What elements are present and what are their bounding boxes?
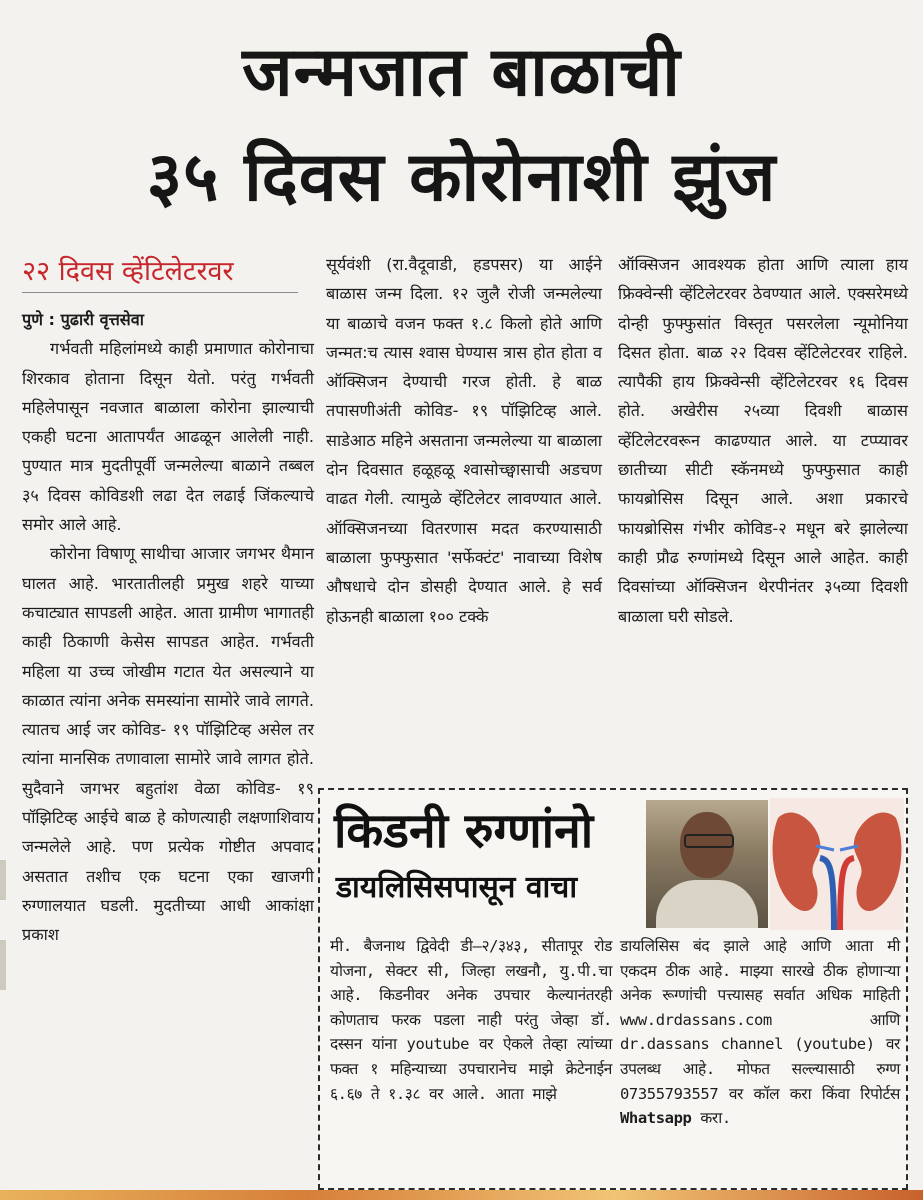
ad-testimonial: मी. बैजनाथ द्विवेदी डी–२/३४३, सीतापूर रोड योजना, सेक्टर सी, जिल्हा लखनौ, यु.पी.चा आहे. किडनीवर अनेक उपचार केल्यानंतरही कोणताच फरक पडला नाही परंतु जेव्हा डॉ. दस्सन यांना youtube वर ऐकले तेव्हा त्यांच्या फक्त १ महिन्याच्या उपचारानेच माझे क्रेटेनाईन ६.६७ ते १.३८ वर आले. आता माझे <box>330 937 612 1103</box>
article-byline: पुणे : पुढारी वृत्तसेवा <box>22 310 144 329</box>
article-column-2 <box>326 250 602 631</box>
article-column-1 <box>22 252 314 950</box>
whatsapp-label: Whatsapp <box>620 1109 692 1128</box>
headline-line-1: जन्मजात बाळाची <box>242 33 681 112</box>
article-paragraph: सूर्यवंशी (रा.वैदूवाडी, हडपसर) या आईने बाळास जन्म दिला. १२ जुलै रोजी जन्मलेल्या या बाळाचे वजन फक्त १.८ किलो होते आणि जन्मत:च त्यास श्वास घेण्यास त्रास होत होता व ऑक्सिजन देण्याची गरज होती. हे बाळ तपासणीअंती कोविड- १९ पॉझिटिव्ह आले. साडेआठ महिने असताना जन्मलेल्या या बाळाला दोन दिवसात हळूहळू श्वासोच्छ्वासाची अडचण वाढत गेली. त्यामुळे व्हेंटिलेटर लावण्यात आले. ऑक्सिजनच्या वितरणास मदत करण्यासाठी बाळाला फुफ्फुसात 'सर्फेक्टंट' नावाच्या विशेष औषधाचे दोन डोसही देण्यात आले. हे सर्व होऊनही बाळाला १०० टक्के <box>326 255 602 626</box>
ad-title: किडनी रुग्णांनो <box>334 803 594 859</box>
next-article-strip <box>0 1190 923 1200</box>
portrait-body-shape <box>656 880 758 928</box>
portrait-glasses-shape <box>684 834 734 848</box>
kidney-illustration <box>770 798 904 930</box>
page-edge-mark <box>0 860 6 900</box>
article-paragraph: ऑक्सिजन आवश्यक होता आणि त्याला हाय फ्रिक्वेन्सी व्हेंटिलेटरवर ठेवण्यात आले. एक्सरेमध्ये दोन्ही फुफ्फुसांत विस्तृत पसरलेला न्यूमोनिया दिसत होता. बाळ २२ दिवस व्हेंटिलेटरवर राहिले. त्यापैकी हाय फ्रिक्वेन्सी व्हेंटिलेटरवर १६ दिवस होते. अखेरीस २५व्या दिवशी बाळास व्हेंटिलेटरवरून काढण्यात आले. या टप्प्यावर छातीच्या सीटी स्कॅनमध्ये फुफ्फुसात काही फायब्रोसिस दिसून आले. अशा प्रकारचे फायब्रोसिस गंभीर कोविड-२ मधून बरे झालेल्या काही प्रौढ रुग्णांमध्ये दिसून आले आहेत. काही दिवसांच्या ऑक्सिजन थेरपीनंतर ३५व्या दिवशी बाळाला घरी सोडले. <box>618 255 908 626</box>
article-subhead: २२ दिवस व्हेंटिलेटरवर <box>22 252 298 293</box>
ad-contact-tail: करा. <box>700 1109 731 1128</box>
article-column-3 <box>618 250 908 631</box>
article-paragraph: कोरोना विषाणू साथीचा आजार जगभर थैमान घालत आहे. भारतातीलही प्रमुख शहरे याच्या कचाट्यात सापडली आहेत. आता ग्रामीण भागातही काही ठिकाणी केसेस सापडत आहेत. गर्भवती महिला या उच्च जोखीम गटात येत असल्याने या काळात त्यांना अनेक समस्यांना सामोरे जावे लागते. त्यातच आई जर कोविड- १९ पॉझिटिव्ह असेल तर त्यांना मानसिक तणावाला सामोरे जावे लागत होते. सुदैवाने जगभर बहुतांश वेळा कोविड- १९ पॉझिटिव्ह आईचे बाळ हे कोणत्याही लक्षणाशिवाय जन्मलेले आहे. पण प्रत्येक गोष्टीत अपवाद असतात तशीच एक घटना एका खाजगी रुग्णालयात घडली. मुदतीच्या आधी आकांक्षा प्रकाश <box>22 544 314 945</box>
doctor-photo <box>646 800 768 928</box>
article-paragraph: गर्भवती महिलांमध्ये काही प्रमाणात कोरोनाचा शिरकाव होताना दिसून येतो. परंतु गर्भवती महिलेपासून नवजात बाळाला कोरोना झाल्याची एकही घटना आतापर्यंत आढळून आलेली नाही. पुण्यात मात्र मुदतीपूर्वी जन्मलेल्या बाळाने तब्बल ३५ दिवस कोविडशी लढा देत लढाई जिंकल्याचे समोर आले आहे. <box>22 339 314 535</box>
advertisement-box <box>318 788 908 1190</box>
headline-line-2: ३५ दिवस कोरोनाशी झुंज <box>146 138 777 217</box>
ad-contact-info <box>620 934 900 1131</box>
ad-contact-text: डायलिसिस बंद झाले आहे आणि आता मी एकदम ठीक आहे. माझ्या सारखे ठीक होणाऱ्या अनेक रूग्णांची पत्त्यासह सर्वात अधिक माहिती www.drdassans.com आणि dr.dassans channel (youtube) वर उपलब्ध आहे. मोफत सल्ल्यासाठी रुग्ण 07355793557 वर कॉल करा किंवा रिपोर्टस <box>620 937 900 1103</box>
kidney-icon <box>770 798 904 930</box>
ad-text-left <box>330 934 612 1106</box>
ad-text-right <box>620 934 900 1131</box>
page-edge-mark <box>0 940 6 990</box>
ad-subtitle: डायलिसिसपासून वाचा <box>336 870 578 905</box>
